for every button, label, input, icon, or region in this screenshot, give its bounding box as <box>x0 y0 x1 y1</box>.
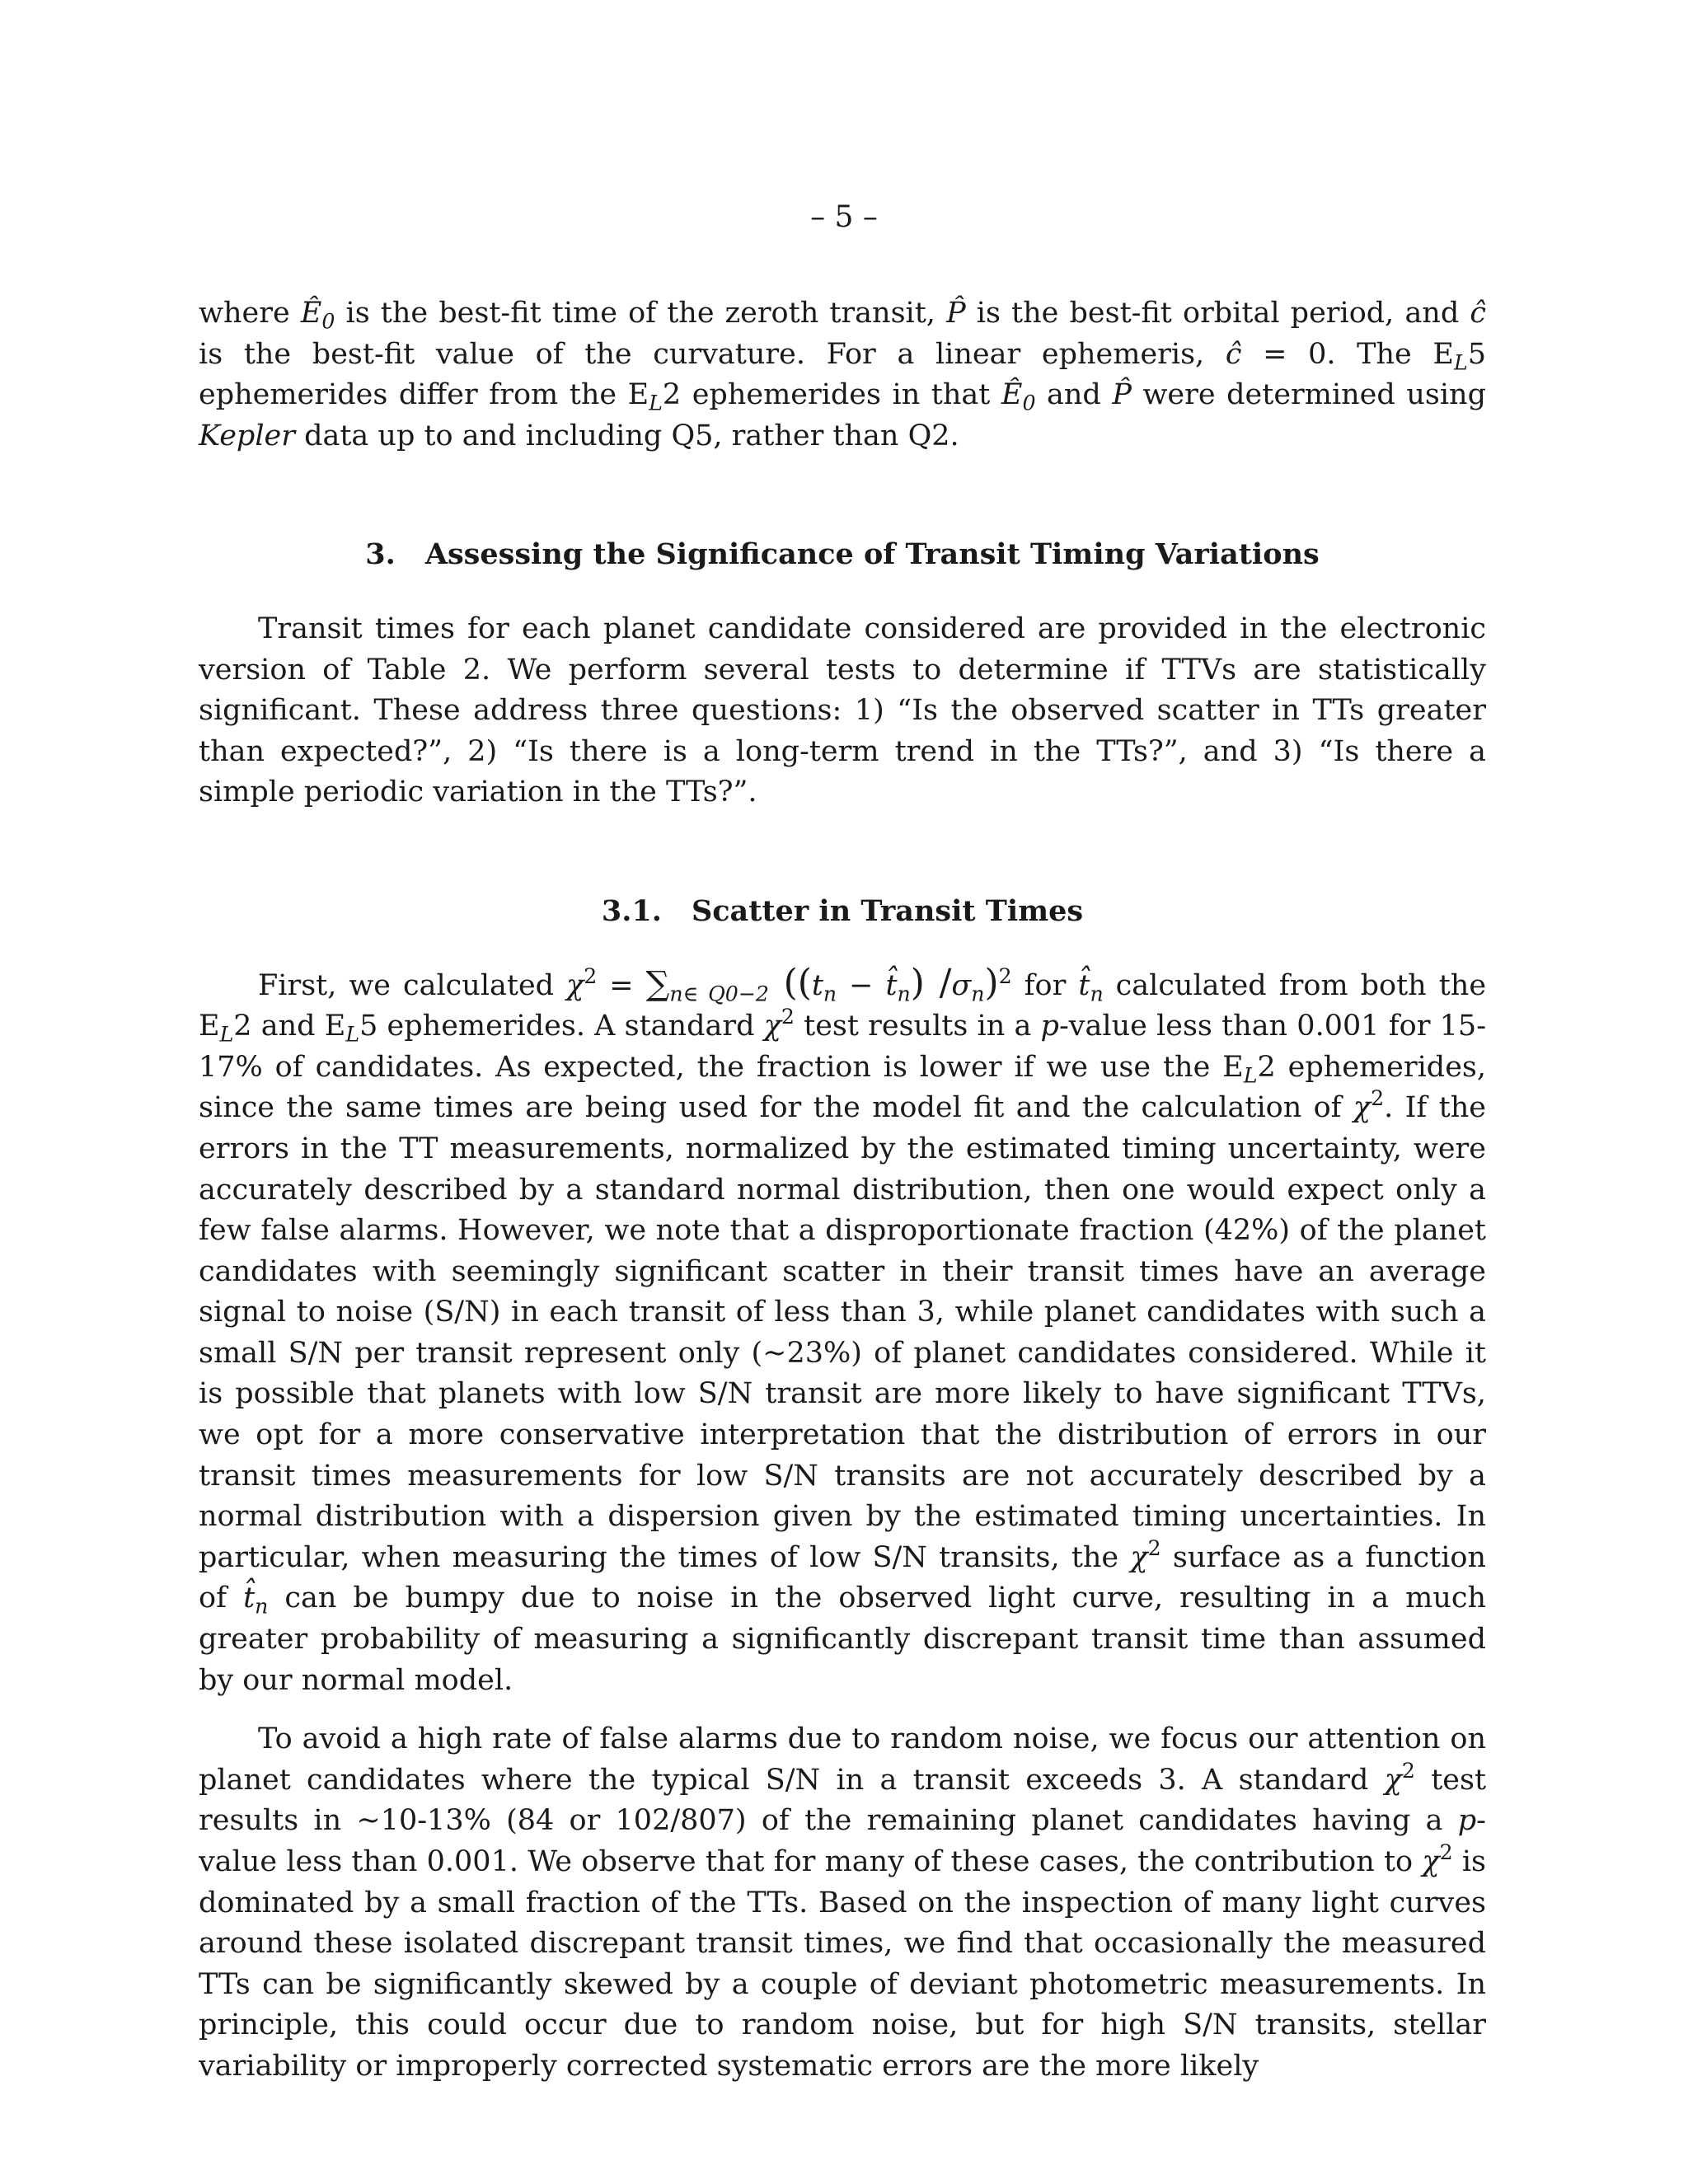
text-run: for <box>1011 968 1079 1002</box>
math-sub: L <box>1243 1063 1258 1088</box>
section-number: 3. <box>365 537 396 572</box>
math-sub: L <box>219 1022 234 1047</box>
math-chi: χ <box>1422 1845 1440 1878</box>
text-run: where <box>199 297 301 330</box>
text-run: surface as a function of <box>199 1540 1487 1615</box>
math-sigma: σ <box>951 968 972 1002</box>
math-chi: χ <box>763 1010 781 1043</box>
section-title: Scatter in Transit Times <box>691 893 1084 928</box>
math-t-hat: t̂ <box>243 1582 256 1615</box>
math-chi: χ <box>1384 1763 1402 1797</box>
text-run: First, we calculated <box>258 968 567 1002</box>
math-sub: n <box>823 982 837 1006</box>
math-sub: L <box>649 391 663 415</box>
text-run: = <box>597 968 646 1002</box>
section-3-1-paragraph-1 <box>199 961 1487 1702</box>
text-run: 2 ephemerides, since the same times are being used for the model fit and the calculation of <box>199 1050 1487 1125</box>
math-sub: 0 <box>1022 391 1036 415</box>
section-3-paragraph: Transit times for each planet candidate considered are provided in the electronic version of Table 2. We perform several tests to determine if TTVs are statistically significant. These address three questions: 1) “Is the observed scatter in TTs greater than expected?”, 2) “Is there is a long-term trend in the TTs?”, and 3) “Is there a simple periodic variation in the TTs?”. <box>199 612 1486 809</box>
body-text <box>199 293 1486 2088</box>
math-c: ĉ <box>1225 337 1242 371</box>
text-run: -value less than 0.001. We observe that for many of these cases, the contribution to <box>199 1804 1486 1878</box>
math-sub: n <box>1090 982 1104 1006</box>
text-run: 5 ephemerides differ from the E <box>199 337 1486 412</box>
math-sup: 2 <box>998 963 1012 988</box>
text-run: is dominated by a small fraction of the TTs. Based on the inspection of many light curves around these isolated discrepant transit times, we find that occasionally the measured TTs can be significantly skewed by a couple of deviant photometric measurements. In principle, this could occur due to random noise, but for high S/N transits, stellar variability or improperly corrected systematic errors are the more likely <box>199 1845 1486 2083</box>
math-e0: Ê <box>300 297 322 330</box>
math-sub: L <box>1453 350 1468 375</box>
math-chi: χ <box>1353 1091 1372 1125</box>
text-run: is the best-fit value of the curvature. For a linear ephemeris, <box>199 337 1226 371</box>
section-3-1-heading <box>199 891 1486 932</box>
math-sub: n∈ Q0−2 <box>669 982 769 1006</box>
text-run: test results in a <box>794 1010 1041 1043</box>
text-run: is the best-fit orbital period, and <box>965 297 1470 330</box>
text-run: calculated from both the E <box>199 968 1487 1043</box>
text-run: can be bumpy due to noise in the observed light curve, resulting in a much greater probability of measuring a significantly discrepant transit time than assumed by our normal model. <box>199 1582 1486 1697</box>
math-sub: n <box>971 982 985 1006</box>
section-number: 3.1. <box>601 893 662 928</box>
math-chi: χ <box>566 968 584 1002</box>
section-3-1-paragraph-2 <box>199 1719 1486 2087</box>
math-p: P̂ <box>1112 378 1132 412</box>
math-t-hat: t̂ <box>885 968 898 1002</box>
math-paren: (( <box>768 961 812 1004</box>
math-sub: n <box>897 982 911 1006</box>
section-title: Assessing the Significance of Transit Timing Variations <box>424 537 1320 572</box>
math-c: ĉ <box>1470 297 1486 330</box>
text-run: 2 and E <box>233 1010 346 1043</box>
math-chi: χ <box>1130 1540 1148 1574</box>
math-p-value: p <box>1457 1804 1477 1838</box>
text-run: test results in ∼10-13% (84 or 102/807) of the remaining planet candidates having a <box>199 1763 1487 1838</box>
text-run: = 0. The E <box>1241 337 1454 371</box>
math-paren: ) / <box>910 961 952 1004</box>
text-run: 2 ephemerides in that <box>662 378 1001 412</box>
kepler-italic: Kepler <box>199 419 295 452</box>
text-run: data up to and including Q5, rather than Q2. <box>294 419 959 452</box>
text-run: . If the errors in the TT measurements, normalized by the estimated timing uncertainty, were accurately described by a standard normal distribution, then one would expect only a few false alarms. However, we note that a disproportionate fraction (42%) of the planet candidates with seemingly significant scatter in their transit times have an average signal to noise (S/N) in each transit of less than 3, while planet candidates with such a small S/N per transit represent only (∼23%) of planet candidates considered. While it is possible that planets with low S/N transit are more likely to have significant TTVs, we opt for a more conservative interpretation that the distribution of errors in our transit times measurements for low S/N transits are not accurately described by a normal distribution with a dispersion given by the estimated timing uncertainties. In particular, when measuring the times of low S/N transits, the <box>199 1091 1486 1574</box>
page-number: – 5 – <box>810 200 878 234</box>
math-sub: n <box>255 1594 269 1619</box>
math-sum: ∑ <box>645 964 670 1003</box>
math-t: t <box>811 968 823 1002</box>
math-e0: Ê <box>1001 378 1023 412</box>
math-t-hat: t̂ <box>1078 968 1090 1002</box>
section-3-heading <box>199 534 1486 575</box>
text-run: -value less than 0.001 for 15-17% of candidates. As expected, the fraction is lower if we use the E <box>199 1010 1487 1084</box>
math-sup: 2 <box>781 1005 795 1029</box>
math-p-value: p <box>1040 1010 1059 1043</box>
math-sub: L <box>345 1022 360 1047</box>
math-sub: 0 <box>321 309 335 334</box>
text-run: is the best-fit time of the zeroth transit, <box>335 297 947 330</box>
intro-paragraph <box>199 293 1486 457</box>
math-sup: 2 <box>1147 1535 1161 1560</box>
text-run: 5 ephemerides. A standard <box>359 1010 764 1043</box>
math-paren: ) <box>984 961 999 1004</box>
text-run: and <box>1035 378 1113 412</box>
text-run: To avoid a high rate of false alarms due to random noise, we focus our attention on planet candidates where the typical S/N in a transit exceeds 3. A standard <box>199 1722 1486 1797</box>
math-sup: 2 <box>1371 1086 1385 1111</box>
math-p: P̂ <box>946 297 966 330</box>
math-sup: 2 <box>1439 1840 1453 1865</box>
text-run: were determined using <box>1131 378 1486 412</box>
math-sup: 2 <box>1401 1758 1415 1783</box>
math-sup: 2 <box>584 963 598 988</box>
math-op: − <box>837 968 886 1002</box>
